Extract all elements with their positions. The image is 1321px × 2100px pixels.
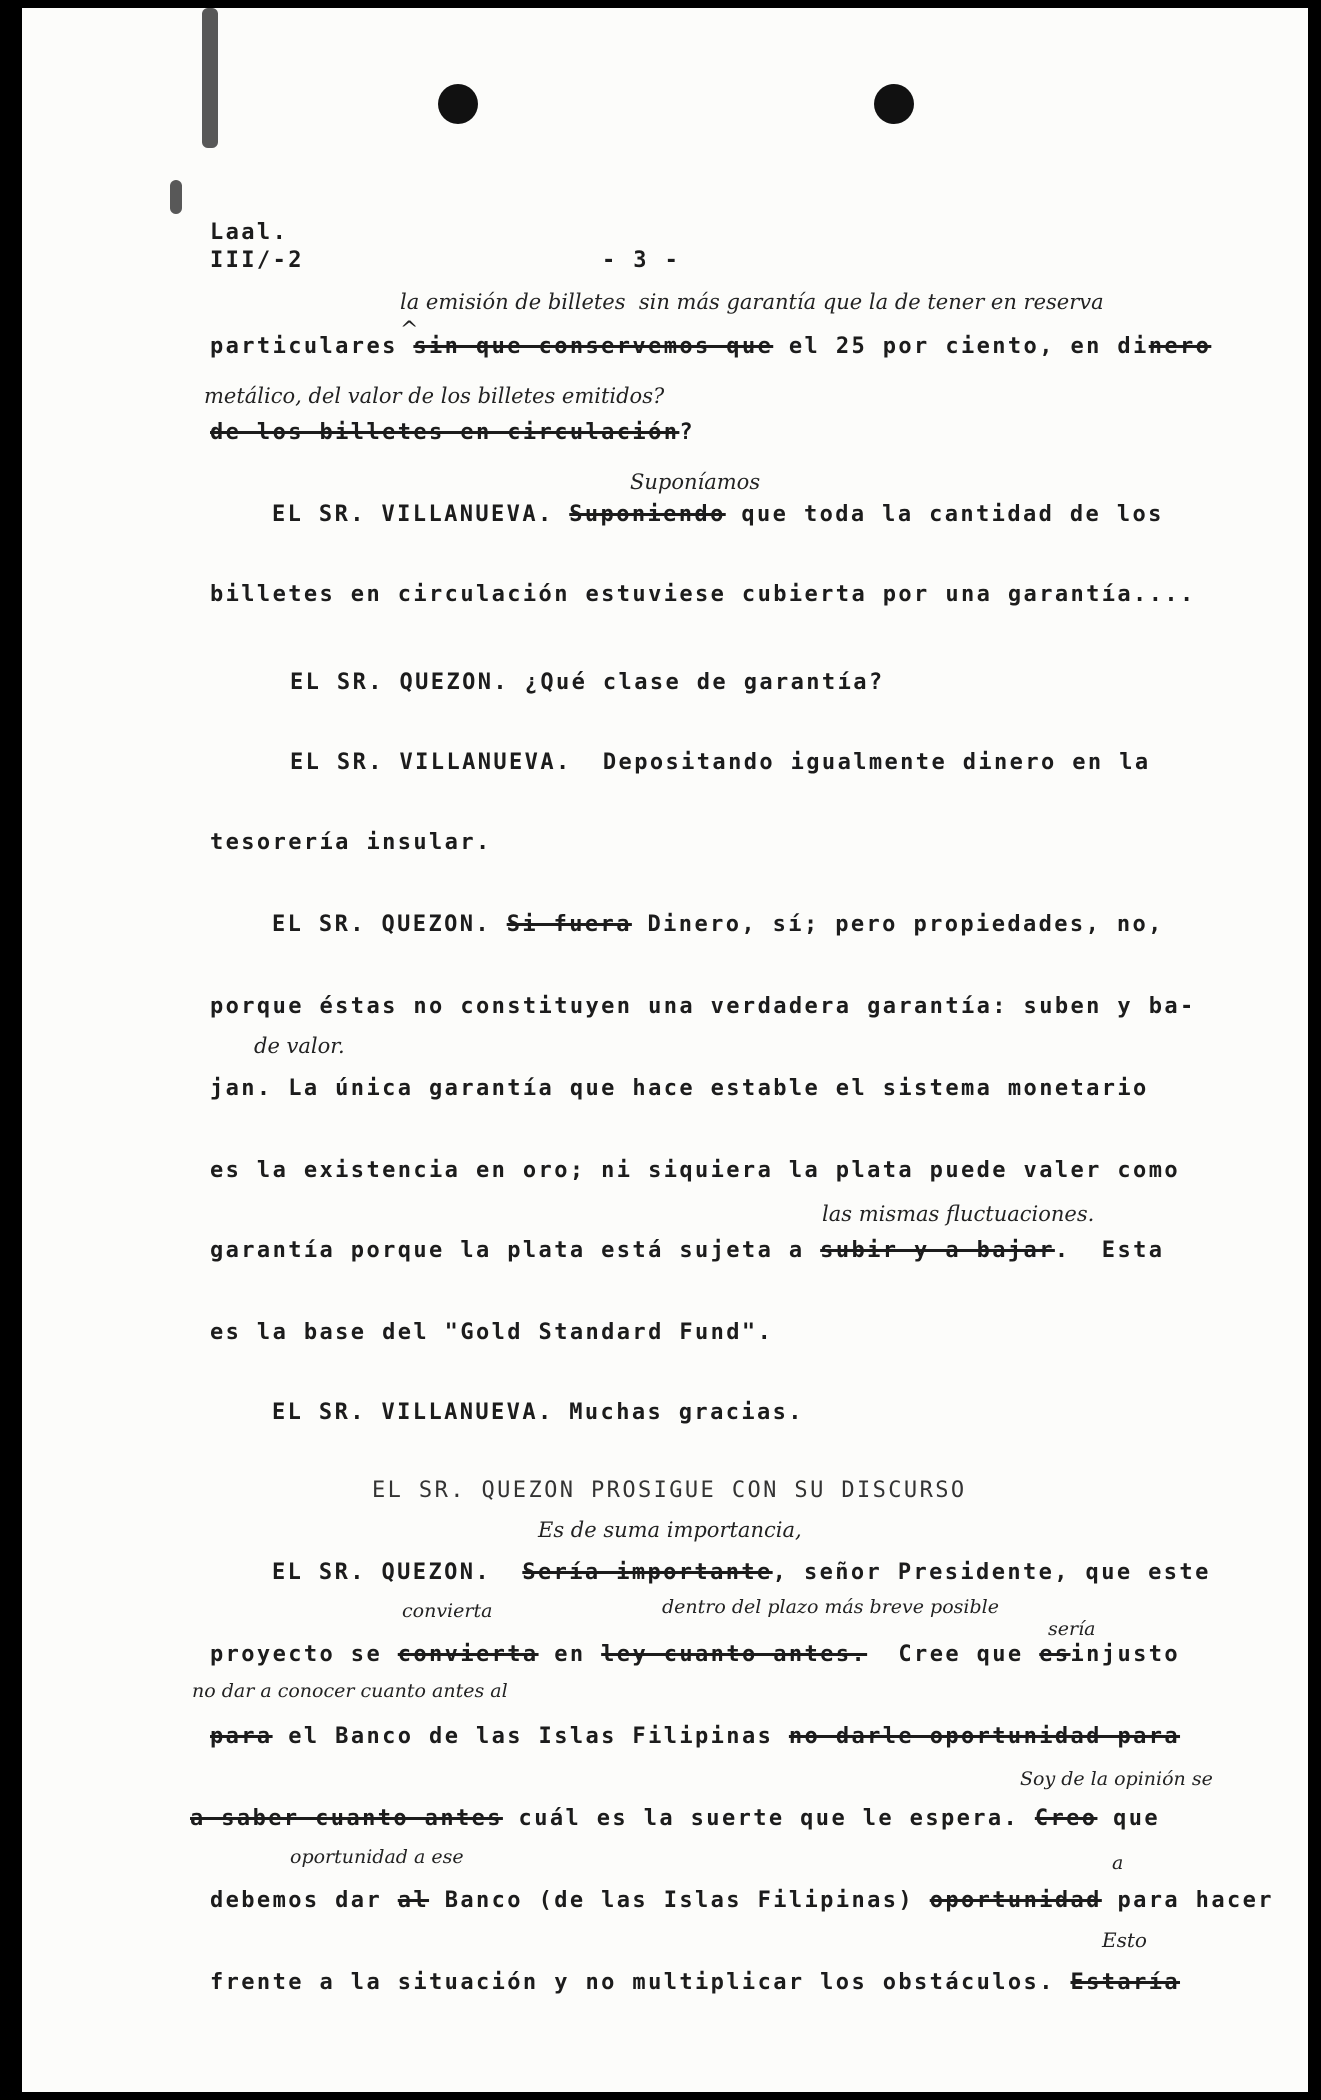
text-line: para el Banco de las Islas Filipinas no darle oportunidad para <box>210 1724 1181 1749</box>
reference-code-line2: III/-2 <box>210 248 304 273</box>
text-line: EL SR. VILLANUEVA. Muchas gracias. <box>272 1400 804 1425</box>
text-line: tesorería insular. <box>210 830 492 855</box>
handwritten-insertion: sería <box>1048 1618 1096 1640</box>
text-line: garantía porque la plata está sujeta a subir y a bajar. Esta <box>210 1238 1165 1263</box>
text-line: EL SR. VILLANUEVA. Suponiendo que toda la cantidad de los <box>272 502 1164 527</box>
handwritten-insertion: metálico, del valor de los billetes emitidos? <box>204 384 665 408</box>
text-line: de los billetes en circulación? <box>210 420 696 445</box>
handwritten-insertion: a <box>1112 1852 1124 1874</box>
text-line: EL SR. VILLANUEVA. Depositando igualmente dinero en la <box>290 750 1151 775</box>
text-line: EL SR. QUEZON. Sería importante, señor Presidente, que este <box>272 1560 1211 1585</box>
handwritten-insertion: la emisión de billetes sin más garantía que la de tener en reserva <box>400 290 1104 314</box>
text-line: es la existencia en oro; ni siquiera la plata puede valer como <box>210 1158 1180 1183</box>
punch-hole-left <box>438 84 478 124</box>
document-page <box>22 8 1308 2092</box>
text-line: EL SR. QUEZON. Si fuera Dinero, sí; pero propiedades, no, <box>272 912 1164 937</box>
handwritten-insertion: oportunidad a ese <box>290 1846 464 1868</box>
handwritten-insertion: no dar a conocer cuanto antes al <box>192 1680 508 1702</box>
handwritten-insertion: dentro del plazo más breve posible <box>662 1596 999 1618</box>
text-line: EL SR. QUEZON. ¿Qué clase de garantía? <box>290 670 885 695</box>
text-line: jan. La única garantía que hace estable el sistema monetario <box>210 1076 1149 1101</box>
section-heading: EL SR. QUEZON PROSIGUE CON SU DISCURSO <box>372 1478 967 1503</box>
handwritten-insertion: las mismas fluctuaciones. <box>822 1202 1095 1226</box>
text-line: billetes en circulación estuviese cubierta por una garantía.... <box>210 582 1196 607</box>
text-line: proyecto se convierta en ley cuanto antes. Cree que esinjusto <box>210 1642 1181 1667</box>
handwritten-insertion: convierta <box>402 1600 493 1622</box>
handwritten-insertion: Suponíamos <box>630 470 761 494</box>
handwritten-insertion: Esto <box>1102 1928 1147 1952</box>
punch-hole-right <box>874 84 914 124</box>
text-line: debemos dar al Banco (de las Islas Filipinas) oportunidad para hacer <box>210 1888 1274 1913</box>
page-number: - 3 - <box>602 248 681 273</box>
reference-code-line1: Laal. <box>210 220 289 245</box>
text-line: frente a la situación y no multiplicar los obstáculos. Estaría <box>210 1970 1181 1995</box>
text-line: a saber cuanto antes cuál es la suerte que le espera. Creo que <box>190 1806 1161 1831</box>
text-line: particulares sin que conservemos que el 25 por ciento, en dinero <box>210 334 1212 359</box>
handwritten-insertion: Es de suma importancia, <box>538 1518 802 1542</box>
handwritten-insertion: de valor. <box>254 1034 345 1058</box>
ink-smudge <box>202 8 218 148</box>
caret-mark: ^ <box>400 318 419 343</box>
text-line: es la base del "Gold Standard Fund". <box>210 1320 774 1345</box>
ink-smudge <box>170 180 182 214</box>
handwritten-insertion: Soy de la opinión se <box>1020 1768 1213 1790</box>
text-line: porque éstas no constituyen una verdadera garantía: suben y ba- <box>210 994 1196 1019</box>
